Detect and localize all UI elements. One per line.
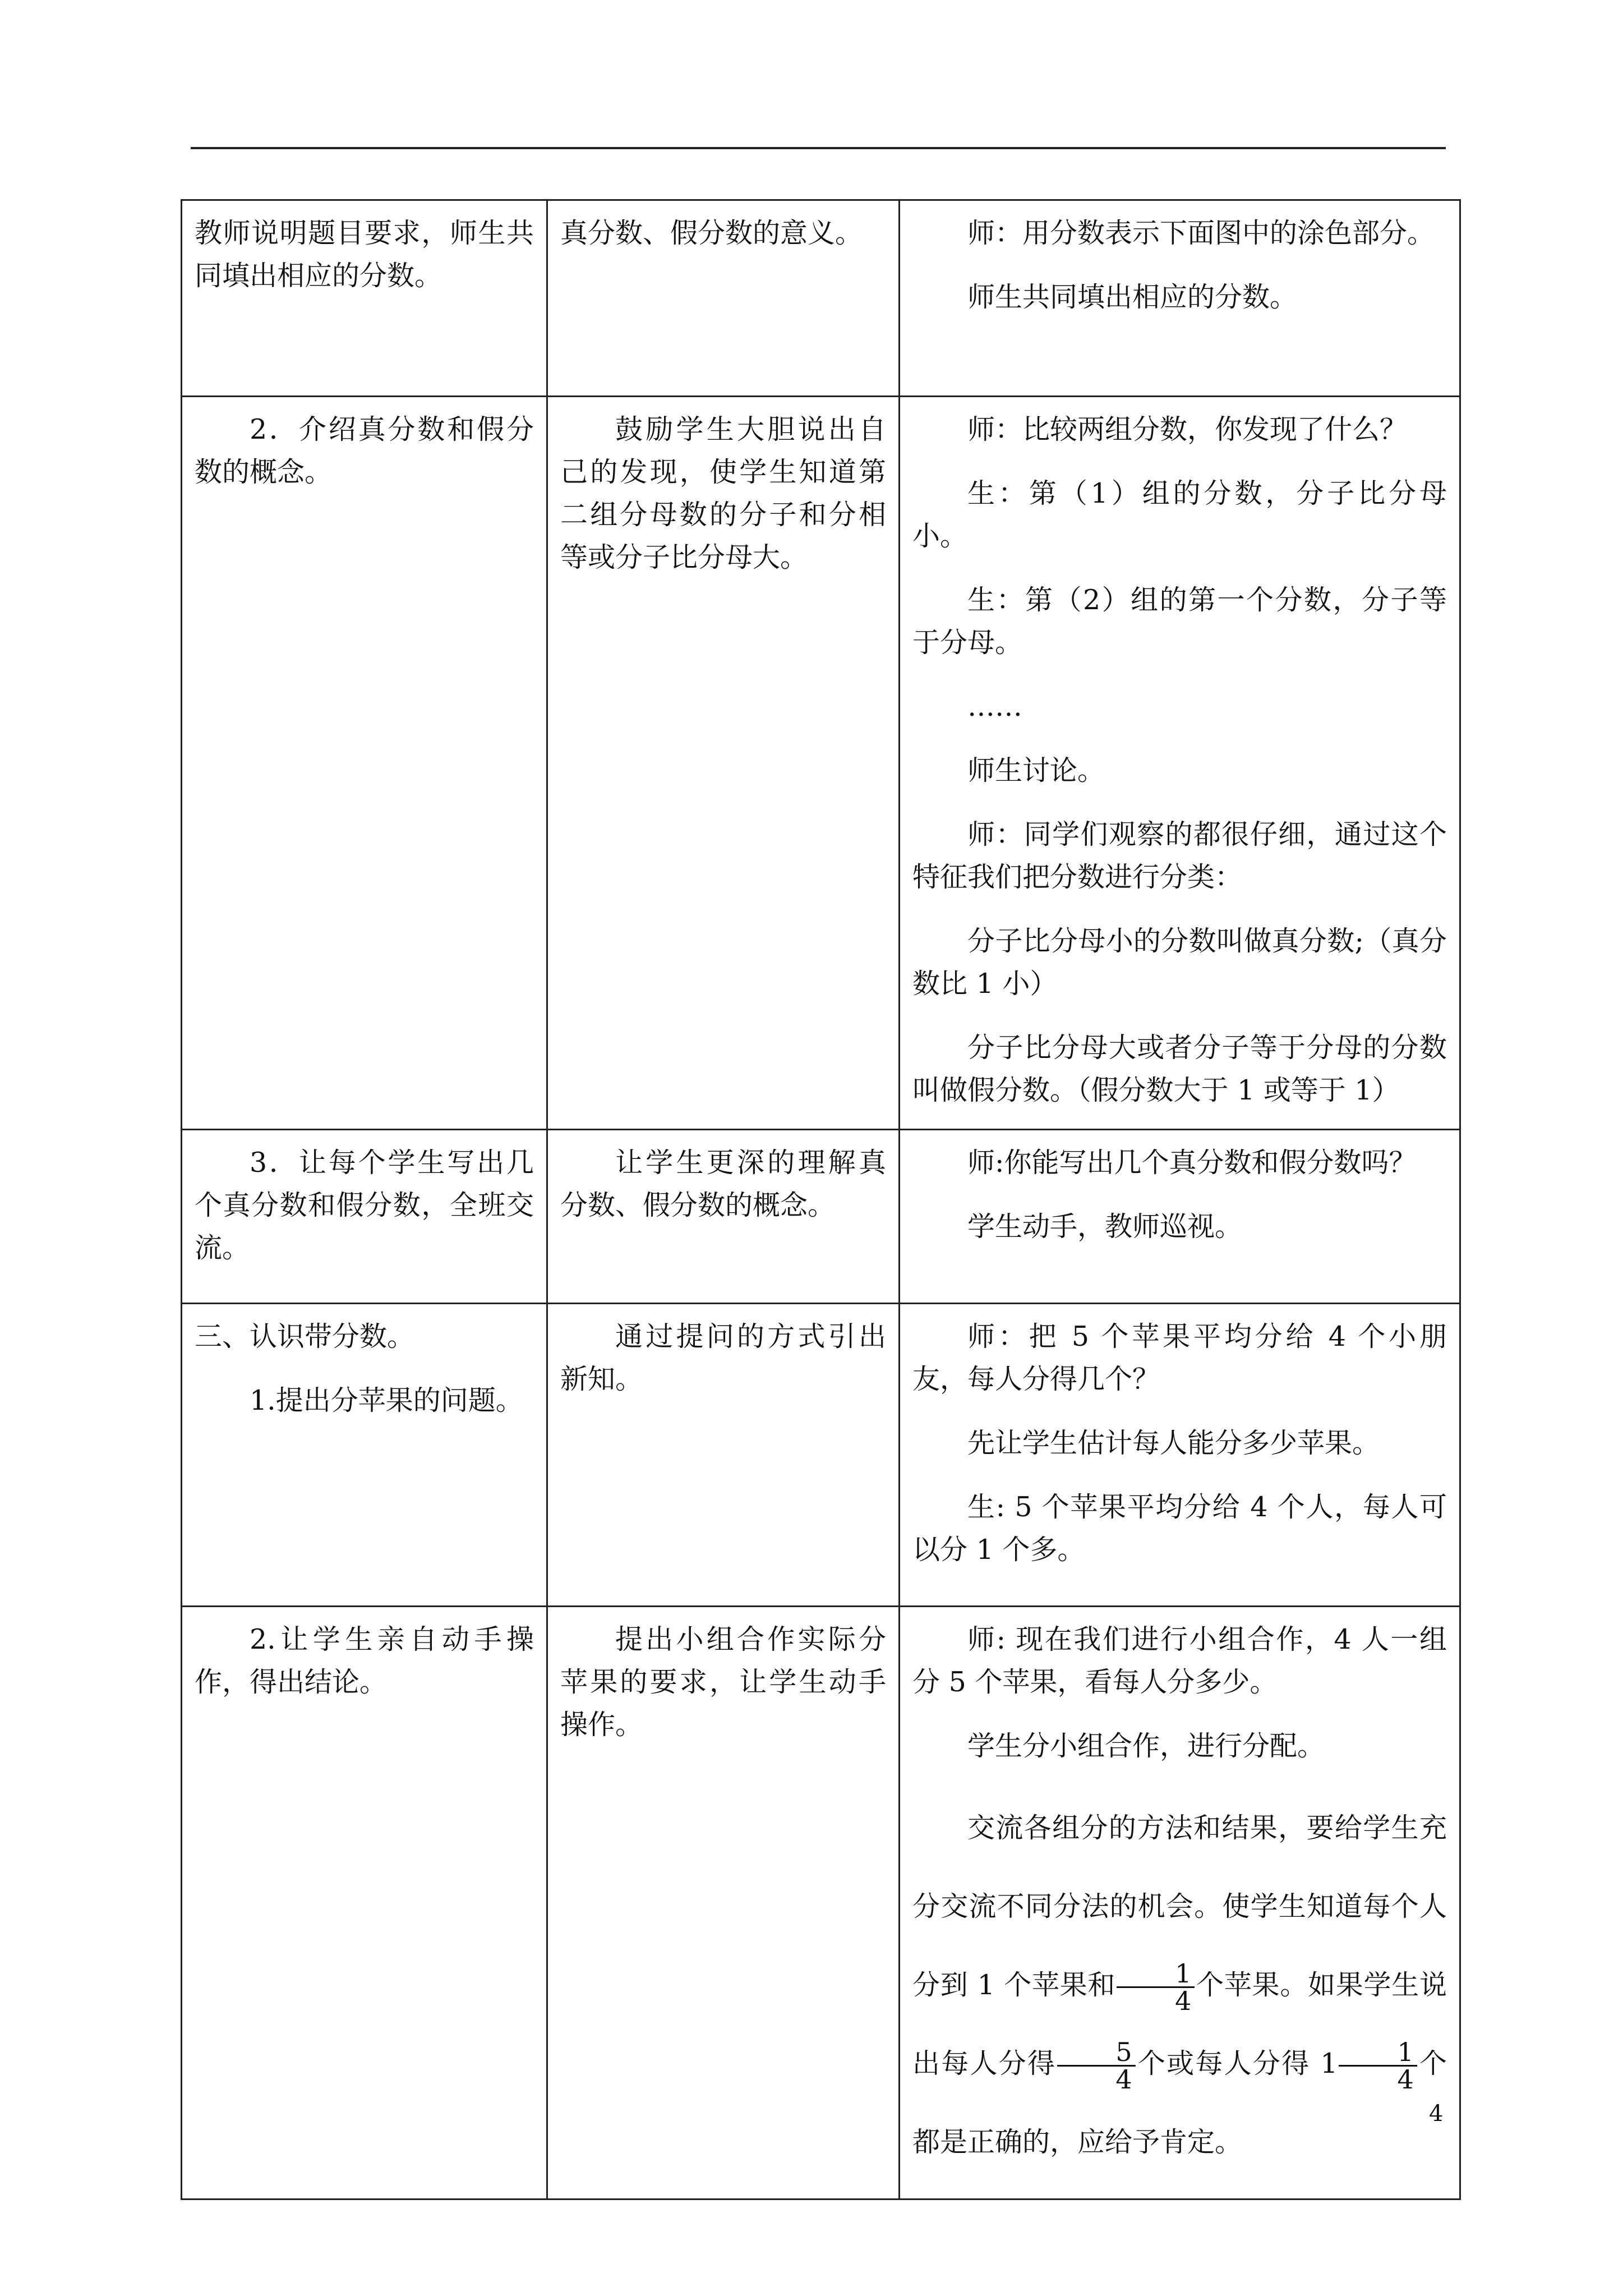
fraction-denominator: 4	[1397, 2064, 1414, 2095]
cell-text: 2．介绍真分数和假分数的概念。	[195, 413, 534, 488]
cell-activity	[182, 1607, 547, 2200]
cell-text: 师生共同填出相应的分数。	[967, 281, 1298, 313]
cell-intent	[547, 1130, 900, 1304]
cell-text: 分子比分母小的分数叫做真分数;（真分数比 1 小）	[912, 925, 1447, 1000]
cell-intent	[547, 397, 900, 1130]
table-row	[182, 1304, 1460, 1607]
cell-text: 2.让学生亲自动手操作，得出结论。	[195, 1623, 534, 1698]
table-row	[182, 397, 1460, 1130]
cell-text: 1.提出分苹果的问题。	[250, 1384, 523, 1416]
table-row	[182, 200, 1460, 397]
cell-activity	[182, 200, 547, 397]
cell-intent	[547, 1607, 900, 2200]
cell-text: 3．让每个学生写出几个真分数和假分数，全班交流。	[195, 1147, 534, 1264]
cell-text: 师：把 5 个苹果平均分给 4 个小朋友，每人分得几个？	[912, 1320, 1447, 1395]
cell-process	[900, 200, 1460, 397]
fraction-five-quarters	[1057, 2037, 1135, 2095]
page-number: 4	[1429, 2101, 1444, 2127]
cell-process	[900, 397, 1460, 1130]
table-row	[182, 1607, 1460, 2200]
cell-process	[900, 1130, 1460, 1304]
cell-process	[900, 1304, 1460, 1607]
cell-text: 通过提问的方式引出新知。	[560, 1320, 886, 1395]
cell-text: 师:你能写出几个真分数和假分数吗？	[967, 1147, 1417, 1179]
fraction-numerator: 1	[1117, 1961, 1195, 1988]
cell-intent	[547, 1304, 900, 1607]
cell-text: 生: 5 个苹果平均分给 4 个人，每人可以分 1 个多。	[912, 1491, 1447, 1566]
cell-text: 师：比较两组分数，你发现了什么？	[967, 413, 1408, 445]
fraction-denominator: 4	[1115, 2064, 1132, 2095]
cell-text: 师：同学们观察的都很仔细，通过这个特征我们把分数进行分类：	[912, 818, 1447, 893]
cell-text: 教师说明题目要求，师生共同填出相应的分数。	[195, 217, 534, 292]
cell-text: 真分数、假分数的意义。	[560, 217, 863, 249]
cell-text: 三、认识带分数。	[195, 1320, 415, 1352]
cell-text: 交流各组分的方法和结果，要给学生充分交流不同分法的机会。使学生知道每个人分到 1 个苹果和	[912, 1812, 1447, 2001]
cell-text: 学生分小组合作，进行分配。	[967, 1730, 1325, 1762]
cell-activity	[182, 1130, 547, 1304]
cell-text: 学生动手，教师巡视。	[967, 1211, 1243, 1243]
fraction-mixed-quarter	[1339, 2037, 1417, 2095]
lesson-plan-table	[181, 199, 1461, 2200]
cell-text: 个苹果。如果学生说出每人分得	[912, 1969, 1447, 2079]
cell-text: 个或每人分得 1	[1136, 2047, 1338, 2079]
cell-text: 师：用分数表示下面图中的涂色部分。	[967, 217, 1435, 249]
fraction-paragraph	[912, 1789, 1447, 2182]
cell-process	[900, 1607, 1460, 2200]
cell-text: 先让学生估计每人能分多少苹果。	[967, 1427, 1380, 1459]
cell-text: 提出小组合作实际分苹果的要求，让学生动手操作。	[560, 1623, 886, 1741]
cell-activity	[182, 1304, 547, 1607]
cell-text: ……	[967, 691, 1022, 723]
cell-text: 鼓励学生大胆说出自己的发现，使学生知道第二组分母数的分子和分相等或分子比分母大。	[560, 413, 886, 573]
cell-text: 生：第（2）组的第一个分数，分子等于分母。	[912, 584, 1447, 659]
cell-activity	[182, 397, 547, 1130]
header-rule	[191, 147, 1446, 149]
cell-text: 分子比分母大或者分子等于分母的分数叫做假分数。（假分数大于 1 或等于 1）	[912, 1032, 1447, 1106]
cell-text: 让学生更深的理解真分数、假分数的概念。	[560, 1147, 886, 1221]
fraction-denominator: 4	[1175, 1986, 1192, 2016]
fraction-one-quarter	[1117, 1958, 1195, 2016]
table-row	[182, 1130, 1460, 1304]
fraction-numerator: 5	[1057, 2039, 1135, 2067]
cell-intent	[547, 200, 900, 397]
cell-text: 生：第（1）组的分数，分子比分母小。	[912, 477, 1447, 552]
fraction-numerator: 1	[1339, 2039, 1417, 2067]
cell-text: 个都是正确的，应给予肯定。	[912, 2047, 1447, 2158]
cell-text: 师: 现在我们进行小组合作，4 人一组分 5 个苹果，看每人分多少。	[912, 1623, 1447, 1698]
cell-text: 师生讨论。	[967, 754, 1105, 786]
